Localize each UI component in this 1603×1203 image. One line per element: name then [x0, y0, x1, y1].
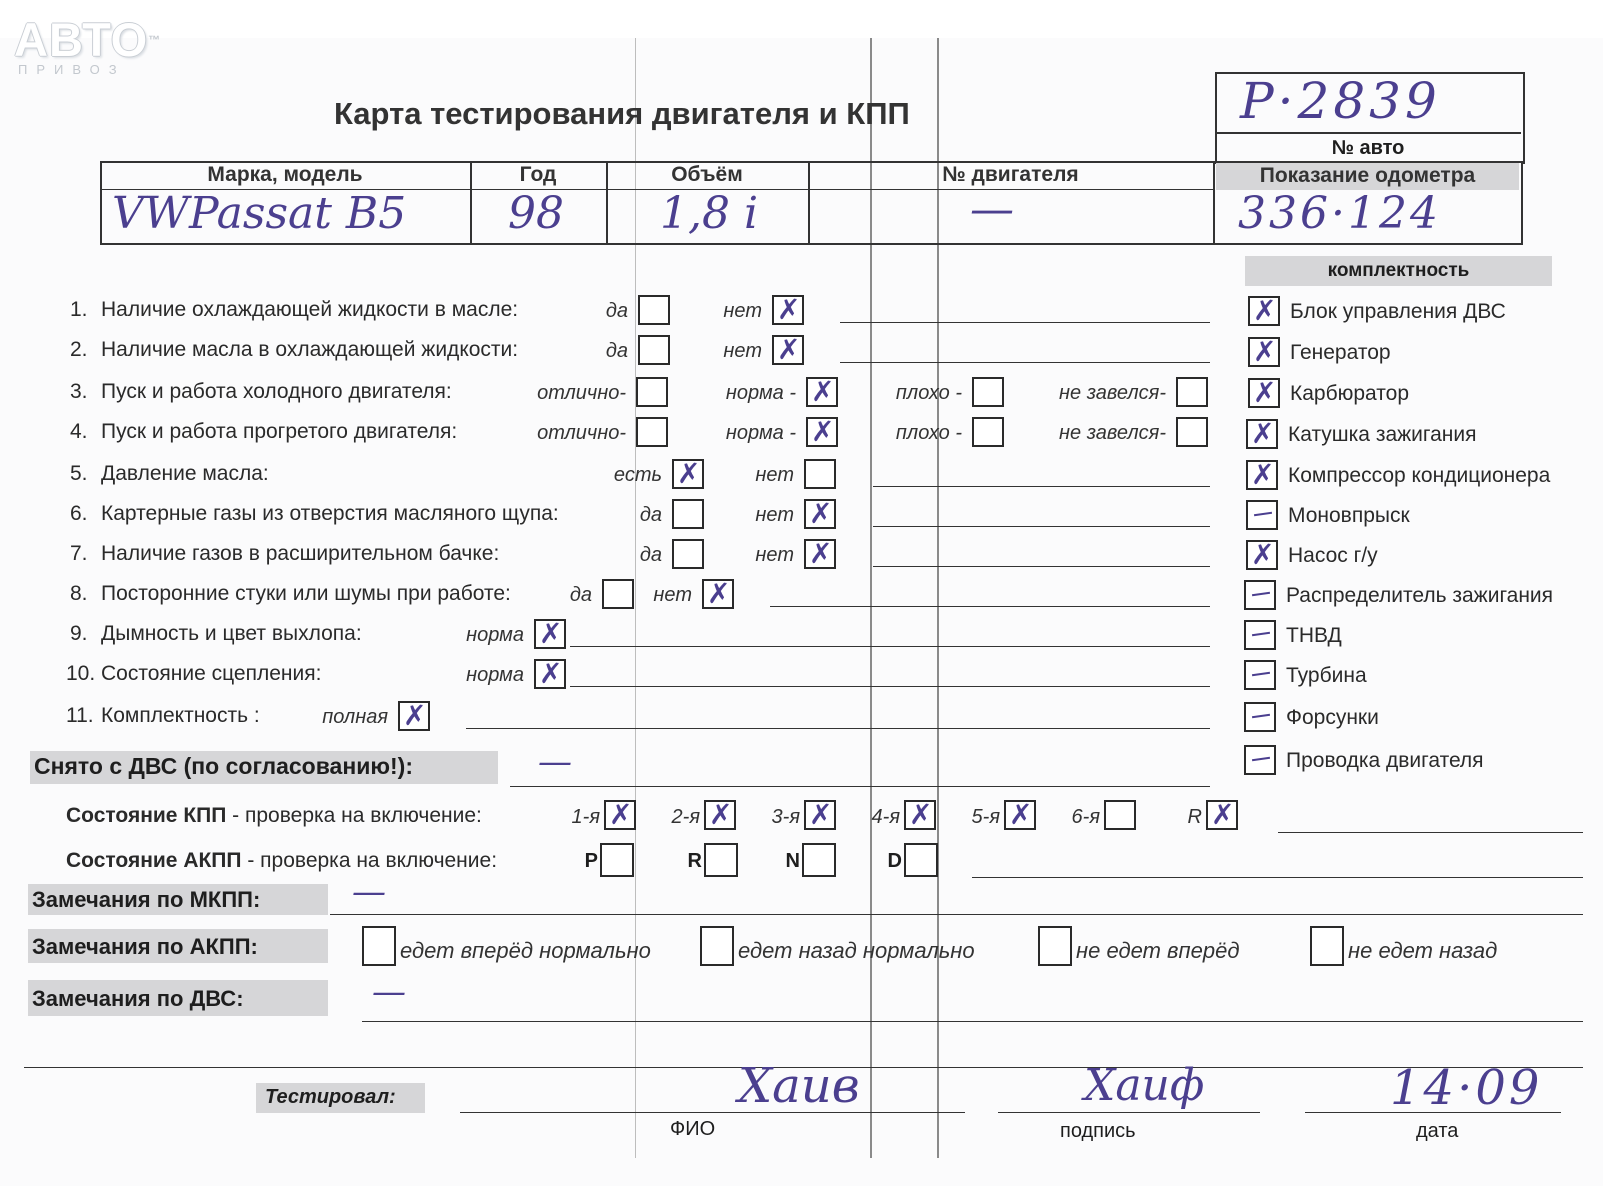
akpp-mode-label: R [687, 850, 702, 872]
akpp-mode-label: N [785, 850, 800, 872]
akpp-mode-checkbox[interactable] [802, 843, 836, 877]
col-volume: Объём [671, 163, 743, 186]
question-text: Наличие охлаждающей жидкости в масле: [101, 298, 519, 321]
option-label: да [605, 300, 628, 322]
option-checkbox[interactable] [804, 539, 836, 569]
component-checkbox[interactable] [1248, 337, 1280, 367]
akpp-remark-checkbox[interactable] [700, 926, 734, 966]
option-checkbox[interactable] [806, 417, 838, 447]
note-line [570, 646, 1210, 647]
option-checkbox[interactable] [772, 335, 804, 365]
question-number: 2. [70, 338, 88, 361]
component-checkbox[interactable] [1244, 580, 1276, 610]
question-text: Посторонние стуки или шумы при работе: [101, 582, 511, 605]
gear-checkbox[interactable] [604, 800, 636, 830]
akpp-remark-checkbox[interactable] [362, 926, 396, 966]
completeness-title: комплектность [1327, 260, 1470, 281]
option-label: нет [653, 584, 692, 606]
question-number: 6. [70, 502, 88, 525]
option-checkbox[interactable] [534, 659, 566, 689]
akpp-mode-checkbox[interactable] [904, 843, 938, 877]
option-label: да [605, 340, 628, 362]
option-label: полная [322, 706, 388, 728]
option-checkbox[interactable] [972, 377, 1004, 407]
gear-label: 4-я [871, 806, 900, 828]
component-checkbox[interactable] [1246, 500, 1278, 530]
gear-checkbox[interactable] [904, 800, 936, 830]
component-checkbox[interactable] [1246, 540, 1278, 570]
component-label: Катушка зажигания [1288, 423, 1477, 446]
removed-value: — [538, 742, 572, 782]
remarks-akpp-label: Замечания по АКПП: [32, 934, 258, 959]
akpp-remark-label: едет вперёд нормально [400, 938, 651, 963]
note-line [873, 486, 1210, 487]
question-text: Наличие масла в охлаждающей жидкости: [101, 338, 519, 361]
component-label: Карбюратор [1290, 382, 1410, 405]
gear-label: 6-я [1071, 806, 1100, 828]
option-label: норма - [725, 382, 796, 404]
question-number: 11. [66, 704, 94, 727]
remarks-mkpp-label: Замечания по МКПП: [32, 887, 261, 912]
question-text: Наличие газов в расширительном бачке: [101, 542, 500, 565]
odometer-label: Показание одометра [1259, 164, 1476, 187]
option-checkbox[interactable] [804, 459, 836, 489]
option-label: отлично- [537, 422, 626, 444]
gear-label: 1-я [571, 806, 600, 828]
option-checkbox[interactable] [702, 579, 734, 609]
component-label: Проводка двигателя [1286, 749, 1484, 772]
date-label: дата [1416, 1120, 1459, 1142]
col-make-model: Марка, модель [207, 163, 363, 186]
question-number: 7. [70, 542, 88, 565]
option-checkbox[interactable] [672, 459, 704, 489]
removed-label: Снято с ДВС (по согласованию!): [34, 753, 413, 779]
question-text: Комплектность : [101, 704, 260, 727]
component-checkbox[interactable] [1244, 620, 1276, 650]
option-checkbox[interactable] [806, 377, 838, 407]
option-checkbox[interactable] [1176, 417, 1208, 447]
gear-checkbox[interactable] [1004, 800, 1036, 830]
component-checkbox[interactable] [1244, 745, 1276, 775]
signature-label: подпись [1060, 1120, 1136, 1142]
question-text: Пуск и работа холодного двигателя: [101, 380, 452, 403]
option-label: норма - [725, 422, 796, 444]
fio-label: ФИО [670, 1118, 716, 1140]
removed-line [510, 786, 1210, 787]
question-number: 3. [70, 380, 88, 403]
gear-label: R [1187, 806, 1202, 828]
date-value: 14·09 [1390, 1060, 1543, 1116]
akpp-label: Состояние АКПП - проверка на включение: [66, 849, 498, 872]
akpp-remark-label: едет назад нормально [738, 938, 975, 963]
note-line [840, 322, 1210, 323]
option-checkbox[interactable] [638, 335, 670, 365]
gear-checkbox[interactable] [804, 800, 836, 830]
kpp-label: Состояние КПП - проверка на включение: [66, 804, 482, 827]
option-label: нет [755, 544, 794, 566]
component-label: Компрессор кондиционера [1288, 464, 1551, 487]
component-label: Форсунки [1286, 706, 1379, 729]
gear-label: 2-я [671, 806, 700, 828]
option-label: отлично- [537, 382, 626, 404]
page-title: Карта тестирования двигателя и КПП [334, 96, 910, 131]
car-number-value: P·2839 [1240, 72, 1441, 130]
gear-checkbox[interactable] [704, 800, 736, 830]
option-label: не завелся- [1059, 422, 1166, 444]
engine-number-value: — [970, 184, 1014, 235]
col-engine-number: № двигателя [942, 163, 1079, 186]
question-number: 9. [70, 622, 88, 645]
remarks-dvs-value: — [372, 972, 406, 1012]
option-label: плохо - [895, 382, 962, 404]
akpp-remark-label: не едет вперёд [1076, 938, 1240, 963]
question-number: 10. [66, 662, 96, 685]
option-label: есть [613, 464, 662, 486]
odometer-value: 336·124 [1238, 188, 1441, 239]
gear-label: 3-я [771, 806, 800, 828]
option-checkbox[interactable] [972, 417, 1004, 447]
gear-checkbox[interactable] [1104, 800, 1136, 830]
option-checkbox[interactable] [636, 377, 668, 407]
component-checkbox[interactable] [1246, 460, 1278, 490]
option-checkbox[interactable] [1176, 377, 1208, 407]
option-label: да [639, 544, 662, 566]
avtoprivoz-logo: АВТО™ ПРИВОЗ [14, 13, 162, 77]
note-line [770, 606, 1210, 607]
fio-value: Хаив [738, 1058, 860, 1114]
akpp-mode-label: P [584, 850, 598, 872]
component-checkbox[interactable] [1246, 419, 1278, 449]
component-checkbox[interactable] [1244, 702, 1276, 732]
option-label: нет [755, 464, 794, 486]
option-checkbox[interactable] [534, 619, 566, 649]
option-label: плохо - [895, 422, 962, 444]
option-label: нет [755, 504, 794, 526]
signature: Хаиф [1084, 1060, 1205, 1111]
akpp-mode-checkbox[interactable] [600, 843, 634, 877]
question-number: 5. [70, 462, 88, 485]
question-text: Состояние сцепления: [101, 662, 322, 685]
akpp-mode-checkbox[interactable] [704, 843, 738, 877]
question-text: Пуск и работа прогретого двигателя: [101, 420, 458, 443]
option-checkbox[interactable] [638, 295, 670, 325]
akpp-mode-label: D [887, 850, 902, 872]
akpp-remark-label: не едет назад [1348, 938, 1498, 963]
component-label: Моновпрыск [1288, 504, 1410, 527]
component-checkbox[interactable] [1248, 296, 1280, 326]
year-value: 98 [508, 188, 564, 239]
component-label: ТНВД [1286, 624, 1342, 647]
col-year: Год [519, 163, 557, 186]
option-checkbox[interactable] [636, 417, 668, 447]
note-line [466, 728, 1210, 729]
tested-by-label: Тестировал: [265, 1086, 396, 1108]
question-text: Картерные газы из отверстия масляного щупа: [101, 502, 559, 525]
remarks-dvs-label: Замечания по ДВС: [32, 986, 244, 1011]
component-checkbox[interactable] [1244, 660, 1276, 690]
option-checkbox[interactable] [398, 701, 430, 731]
note-line [873, 526, 1210, 527]
component-label: Распределитель зажигания [1286, 584, 1554, 607]
akpp-remark-checkbox[interactable] [1038, 926, 1072, 966]
gear-checkbox[interactable] [1206, 800, 1238, 830]
option-checkbox[interactable] [804, 499, 836, 529]
question-text: Давление масла: [101, 462, 269, 485]
option-label: не завелся- [1059, 382, 1166, 404]
option-label: да [569, 584, 592, 606]
component-label: Насос г/у [1288, 544, 1378, 567]
component-label: Генератор [1290, 341, 1391, 364]
option-label: да [639, 504, 662, 526]
akpp-remark-checkbox[interactable] [1310, 926, 1344, 966]
question-text: Дымность и цвет выхлопа: [101, 622, 362, 645]
component-label: Блок управления ДВС [1290, 300, 1506, 323]
car-number-label: № авто [1331, 137, 1405, 159]
note-line [570, 686, 1210, 687]
make-model-value: VWPassat B5 [112, 188, 407, 239]
note-line [873, 566, 1210, 567]
gear-label: 5-я [971, 806, 1000, 828]
option-checkbox[interactable] [602, 579, 634, 609]
option-checkbox[interactable] [672, 539, 704, 569]
question-number: 1. [70, 298, 88, 321]
question-number: 8. [70, 582, 88, 605]
question-number: 4. [70, 420, 88, 443]
option-checkbox[interactable] [772, 295, 804, 325]
volume-value: 1,8 i [660, 188, 759, 239]
option-label: норма [466, 624, 524, 646]
option-label: норма [466, 664, 524, 686]
option-label: нет [723, 300, 762, 322]
note-line [840, 362, 1210, 363]
component-label: Турбина [1286, 664, 1367, 687]
option-label: нет [723, 340, 762, 362]
remarks-mkpp-value: — [352, 872, 386, 912]
component-checkbox[interactable] [1248, 378, 1280, 408]
option-checkbox[interactable] [672, 499, 704, 529]
